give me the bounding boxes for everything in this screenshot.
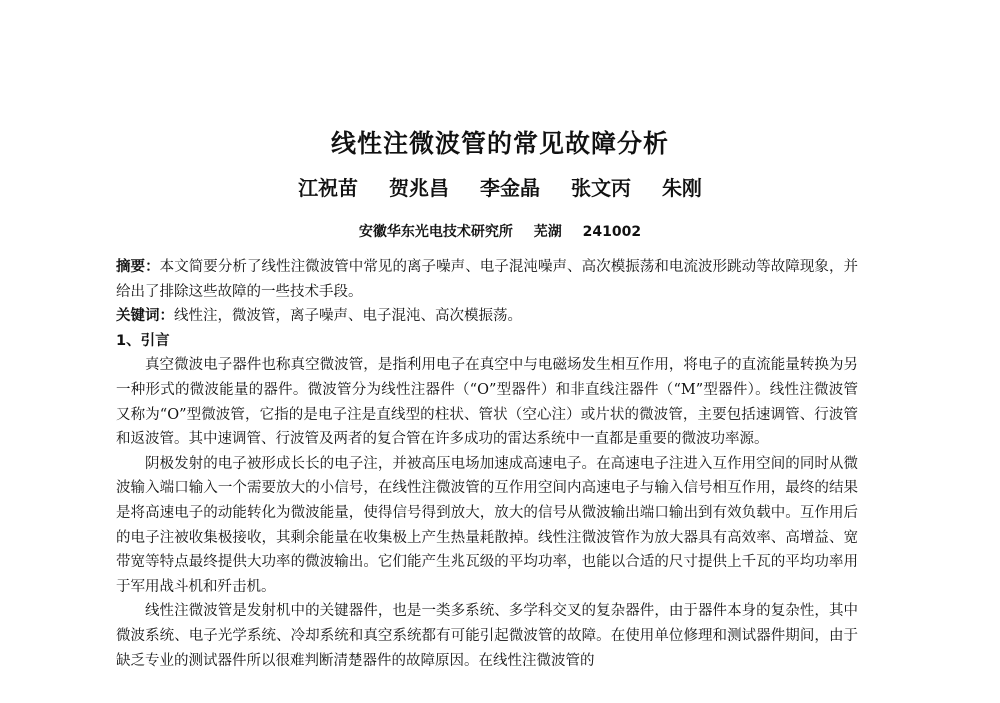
paper-body xyxy=(116,255,858,673)
affiliation-institute: 安徽华东光电技术研究所 xyxy=(358,224,513,240)
author-name: 朱刚 xyxy=(661,176,702,200)
keywords-label: 关键词： xyxy=(116,308,174,325)
section-heading: 1、引言 xyxy=(116,332,170,349)
keywords-text: 线性注，微波管，离子噪声、电子混沌、高次模振荡。 xyxy=(174,308,522,325)
body-paragraph: 线性注微波管是发射机中的关键器件，也是一类多系统、多学科交叉的复杂器件，由于器件本身的复杂性，其中微波系统、电子光学系统、冷却系统和真空系统都有可能引起微波管的故障。在使用单位修理和测试器件期间，由于缺乏专业的测试器件所以很难判断清楚器件的故障原因。在线性注微波管的 xyxy=(116,603,858,669)
keywords xyxy=(116,304,858,329)
abstract-label: 摘要： xyxy=(116,259,160,275)
body-paragraph: 阴极发射的电子被形成长长的电子注，并被高压电场加速成高速电子。在高速电子注进入互作用空间的同时从微波输入端口输入一个需要放大的小信号，在线性注微波管的互作用空间内高速电子与输入信号相互作用，最终的结果是将高速电子的动能转化为微波能量，使得信号得到放大，放大的信号从微波输出端口输出到有效负载中。互作用后的电子注被收集极接收，其剩余能量在收集极上产生热量耗散掉。线性注微波管作为放大器具有高效率、高增益、宽带宽等特点最终提供大功率的微波输出。它们能产生兆瓦级的平均功率，也能以合适的尺寸提供上千瓦的平均功率用于军用战斗机和歼击机。 xyxy=(116,455,858,595)
author-name: 贺兆昌 xyxy=(389,176,450,200)
author-name: 张文丙 xyxy=(570,176,631,200)
abstract xyxy=(116,255,858,304)
author-list xyxy=(0,172,1000,201)
affiliation-city: 芜湖 xyxy=(533,224,562,240)
author-name: 李金晶 xyxy=(480,176,540,200)
paper-title: 线性注微波管的常见故障分析 xyxy=(330,129,669,158)
affiliation-postcode: 241002 xyxy=(582,224,642,240)
affiliation xyxy=(0,221,1000,241)
abstract-text: 本文简要分析了线性注微波管中常见的离子噪声、电子混沌噪声、高次模振荡和电流波形跳动等故障现象，并给出了排除这些故障的一些技术手段。 xyxy=(116,259,859,300)
body-paragraph: 真空微波电子器件也称真空微波管，是指利用电子在真空中与电磁场发生相互作用，将电子的直流能量转换为另一种形式的微波能量的器件。微波管分为线性注器件（“O”型器件）和非直线注器件（“M”型器件）。线性注微波管又称为“O”型微波管，它指的是电子注是直线型的柱状、管状（空心注）或片状的微波管，主要包括速调管、行波管和返波管。其中速调管、行波管及两者的复合管在许多成功的雷达系统中一直都是重要的微波功率源。 xyxy=(116,357,858,448)
author-name: 江祝苗 xyxy=(298,176,359,200)
